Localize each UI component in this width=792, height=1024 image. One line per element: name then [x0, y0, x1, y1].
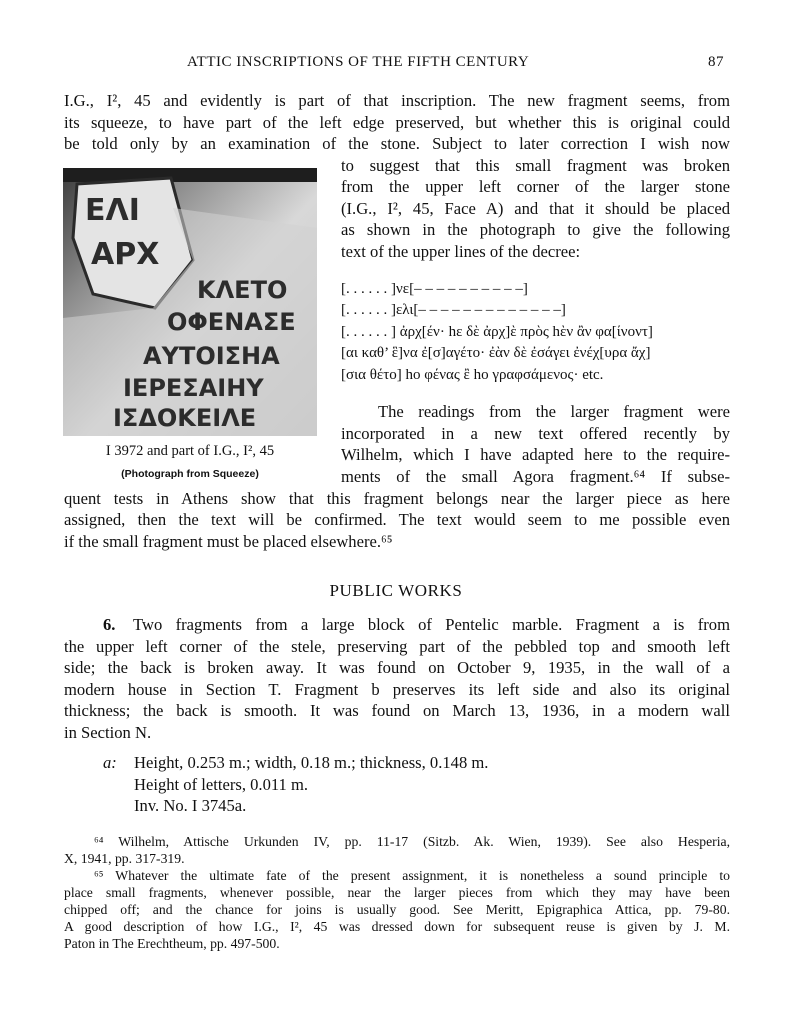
inscription-row: ΑΥΤΟΙΣΗΑ: [143, 342, 280, 370]
entry-number: 6.: [103, 615, 116, 634]
body-line: be told only by an examination of the stone. Subject to later correction I wish now: [64, 134, 730, 153]
running-title: ATTIC INSCRIPTIONS OF THE FIFTH CENTURY: [187, 54, 530, 70]
footnote-line: X, 1941, pp. 317-319.: [64, 851, 185, 866]
body-line: The readings from the larger fragment were: [378, 402, 730, 421]
inscription-row: ΑΡΧ: [91, 237, 160, 272]
greek-line: [αι καθ’ ἓ]να ἐ[σ]αγέτο· ἐὰν δὲ ἐσάγει ἐνέχ[υρα ἄχ]: [341, 345, 651, 361]
body-line: assigned, then the text will be confirmed. The text would seem to me possible even: [64, 510, 730, 529]
greek-line: [. . . . . . ]ελι[– – – – – – – – – – – – –]: [341, 302, 566, 318]
photo-caption: I 3972 and part of I.G., I², 45: [105, 443, 275, 459]
body-line: ments of the small Agora fragment.⁶⁴ If subse-: [341, 467, 730, 486]
footnote-line: ⁶⁴ Wilhelm, Attische Urkunden IV, pp. 11-17 (Sitzb. Ak. Wien, 1939). See also Hesperia,: [94, 834, 730, 849]
body-line: incorporated in a new text offered recently by: [341, 424, 730, 443]
entry-line: Two fragments from a large block of Pentelic marble. Fragment a is from: [133, 615, 730, 634]
body-line: Wilhelm, which I have adapted here to the require-: [341, 445, 730, 464]
footnote-line: place small fragments, whenever possible, near the larger pieces from which they may have been: [64, 885, 730, 900]
footnote-line: chipped off; and the chance for joins is usually good. See Meritt, Epigraphica Attica, pp. 79-80.: [64, 902, 730, 917]
footnote-line: A good description of how I.G., I², 45 was dressed down for subsequent reuse is given by J. M.: [64, 919, 730, 934]
body-line: from the upper left corner of the larger stone: [341, 177, 730, 196]
body-line: text of the upper lines of the decree:: [341, 242, 581, 261]
photo-credit: (Photograph from Squeeze): [121, 468, 259, 480]
greek-line: [. . . . . . ]νε[– – – – – – – – – –]: [341, 281, 528, 297]
body-line: its squeeze, to have part of the left edge preserved, but whether this is original could: [64, 113, 730, 132]
measurement-line: Height, 0.253 m.; width, 0.18 m.; thickness, 0.148 m.: [134, 753, 489, 772]
entry-line: in Section N.: [64, 723, 152, 742]
inscription-row: ΟΦΕΝΑΣΕ: [167, 308, 296, 336]
footnote-line: ⁶⁵ Whatever the ultimate fate of the present assignment, it is nonetheless a sound principle to: [94, 868, 730, 883]
inscription-row: ΙΣΔΟΚΕΙΛΕ: [113, 404, 257, 432]
inscription-row: ΙΕΡΕΣΑΙΗΥ: [123, 374, 264, 402]
entry-line: the upper left corner of the stele, preserving part of the pebbled top and smooth left: [64, 637, 730, 656]
greek-line: [σια θέτο] hο φένας ἒ hο γραφσάμενος· etc.: [341, 367, 604, 383]
squeeze-image: [63, 168, 317, 436]
squeeze-photograph: [63, 168, 317, 436]
measurement-line: Inv. No. I 3745a.: [134, 796, 247, 815]
measurement-line: Height of letters, 0.011 m.: [134, 775, 309, 794]
body-line: quent tests in Athens show that this fragment belongs near the larger piece as here: [64, 489, 730, 508]
body-line: I.G., I², 45 and evidently is part of that inscription. The new fragment seems, from: [64, 91, 730, 110]
body-line: (I.G., I², 45, Face A) and that it should be placed: [341, 199, 730, 218]
page-number: 87: [708, 54, 724, 70]
entry-line: modern house in Section T. Fragment b preserves its left side and also its original: [64, 680, 730, 699]
section-heading: PUBLIC WORKS: [329, 581, 463, 600]
measurement-label: a:: [103, 753, 117, 772]
entry-line: side; the back is broken away. It was found on October 9, 1935, in the wall of a: [64, 658, 730, 677]
body-line: if the small fragment must be placed elsewhere.⁶⁵: [64, 532, 393, 551]
greek-line: [. . . . . . ] ἀρχ[έν· hε δὲ ἀρχ]ὲ πρὸς hὲν ἂν φα[ίνοντ]: [341, 324, 653, 340]
footnote-line: Paton in The Erechtheum, pp. 497-500.: [64, 936, 280, 951]
inscription-row: ΚΛΕΤΟ: [197, 276, 288, 304]
entry-line: thickness; the back is smooth. It was found on March 13, 1936, in a modern wall: [64, 701, 730, 720]
inscription-row: ΕΛΙ: [85, 193, 140, 228]
body-line: to suggest that this small fragment was broken: [341, 156, 730, 175]
body-line: as shown in the photograph to give the following: [341, 220, 730, 239]
